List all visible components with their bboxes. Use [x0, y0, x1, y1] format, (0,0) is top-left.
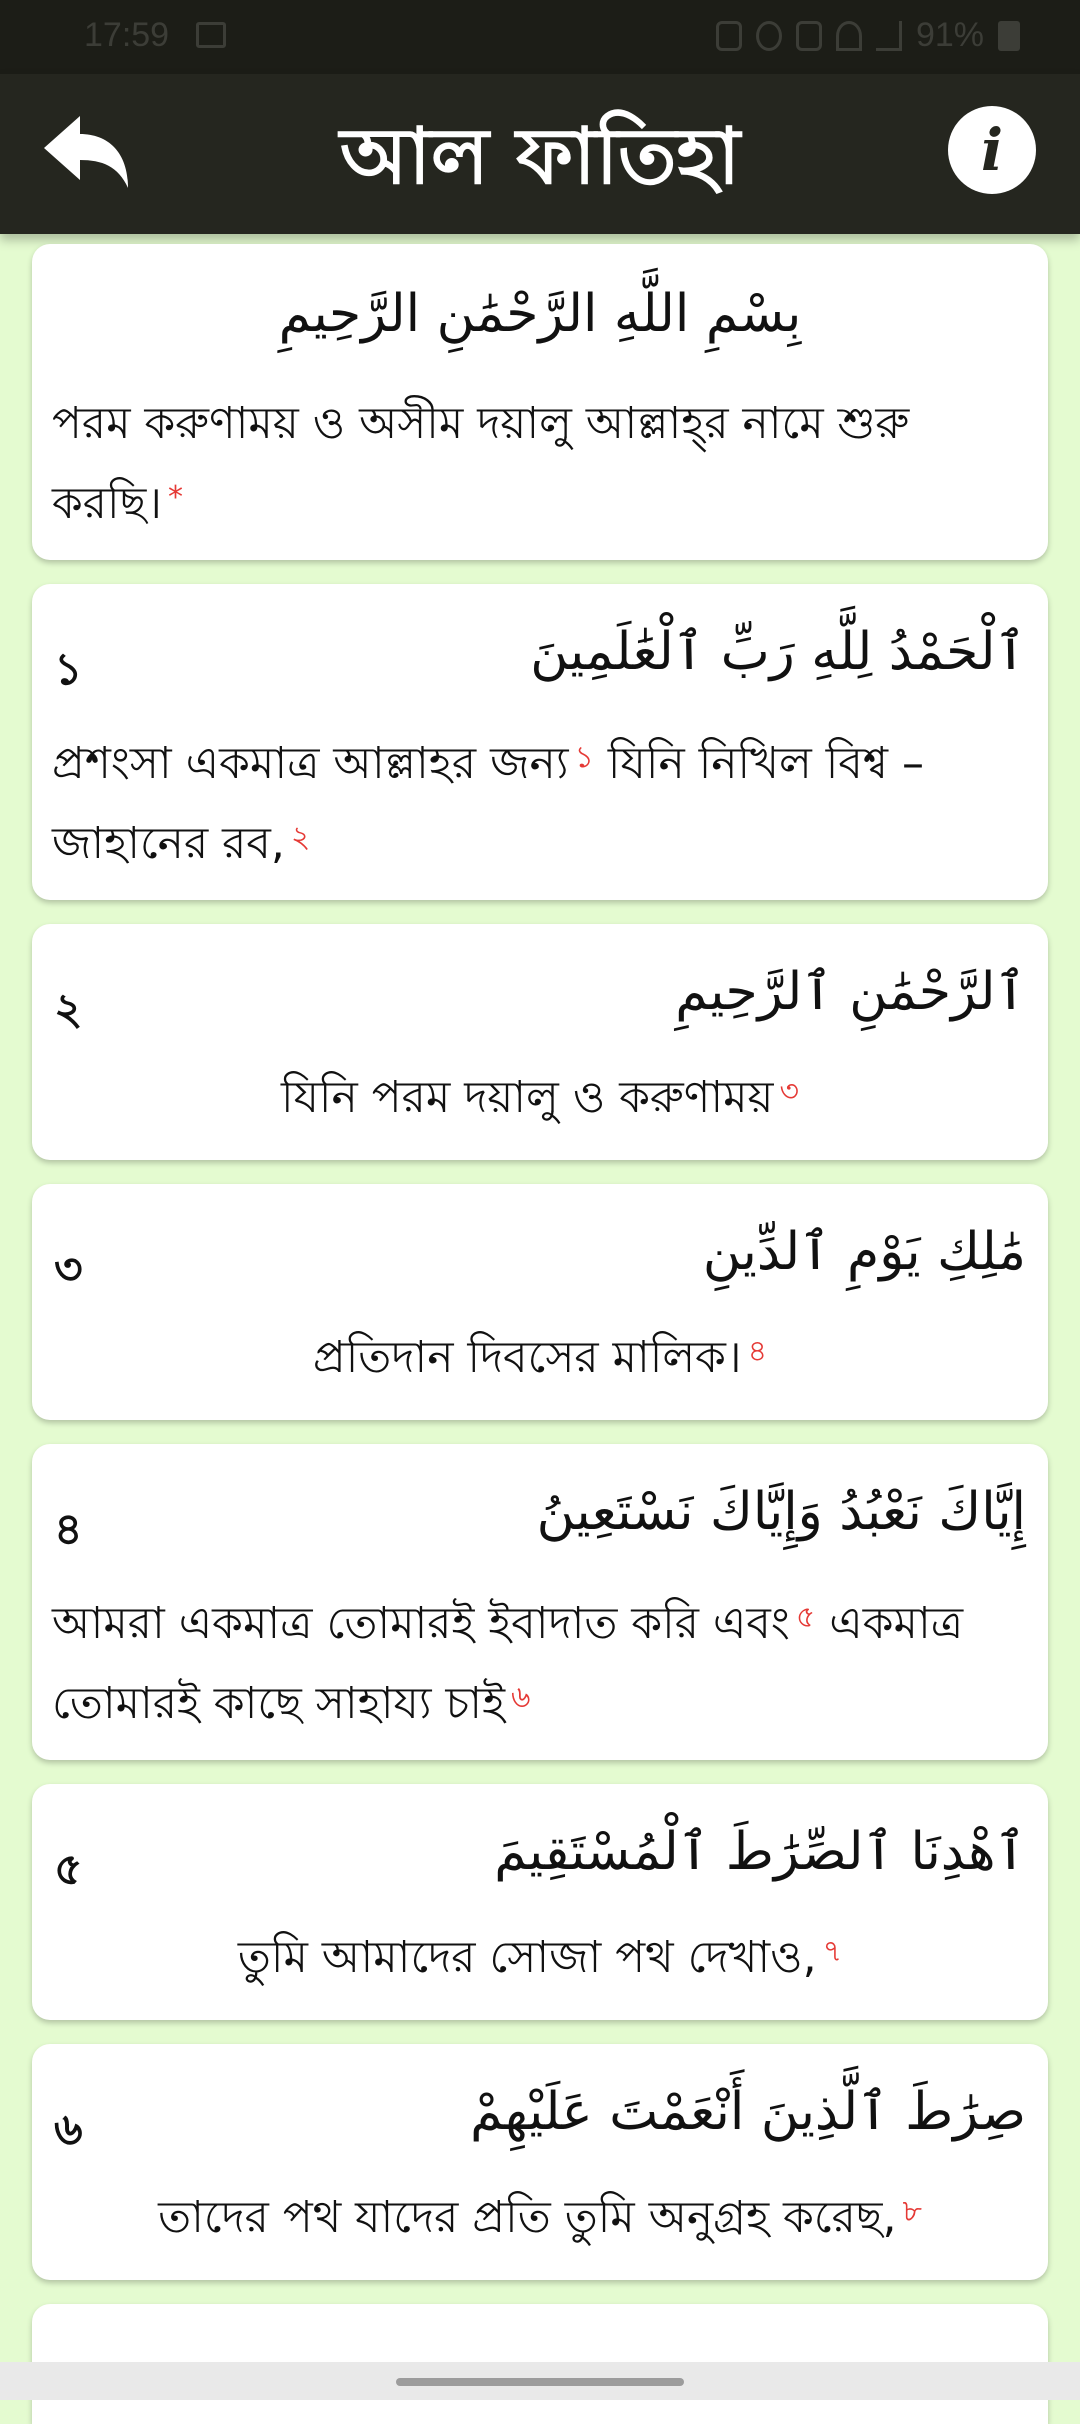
footnote-marker[interactable]: ৬	[510, 1680, 531, 1715]
info-button[interactable]: i	[948, 106, 1036, 194]
verse-translation-text: তাদের পথ যাদের প্রতি তুমি অনুগ্রহ করেছ,	[158, 2192, 897, 2243]
verse-translation	[52, 724, 1028, 884]
verse-translation-text: আমরা একমাত্র তোমারই ইবাদাত করি এবং	[52, 1598, 790, 1649]
verse-translation-text: প্রতিদান দিবসের মালিক।	[312, 1332, 742, 1383]
gesture-bar	[0, 2362, 1080, 2400]
verse-card[interactable]	[32, 1784, 1048, 2020]
wifi-icon	[836, 21, 862, 51]
footnote-marker[interactable]: ৮	[902, 2194, 922, 2229]
verse-translation	[52, 1584, 1028, 1744]
bismillah-arabic: بِسْمِ اللَّهِ الرَّحْمَٰنِ الرَّحِيمِ	[278, 284, 802, 344]
footnote-marker[interactable]: ৭	[822, 1934, 843, 1969]
lock-icon	[716, 21, 742, 51]
verse-card[interactable]	[32, 1184, 1048, 1420]
bismillah-translation-text: পরম করুণাময় ও অসীম দয়ালু আল্লাহ্‌র নামে শুরু করছি।	[52, 398, 910, 529]
bismillah-translation	[52, 384, 1028, 544]
verse-arabic: ٱلرَّحْمَٰنِ ٱلرَّحِيمِ	[675, 962, 1026, 1022]
verse-translation-text: একমাত্র তোমারই কাছে সাহায্য চাই	[52, 1598, 964, 1729]
verse-card[interactable]	[32, 2044, 1048, 2280]
verse-translation	[52, 1318, 1028, 1398]
verse-number: ২	[54, 984, 83, 1035]
verse-translation	[52, 1918, 1028, 1998]
verse-card[interactable]	[32, 1444, 1048, 1760]
verse-number: ৩	[54, 1244, 83, 1295]
page-title: আল ফাতিহা	[339, 112, 741, 202]
verse-number: ৬	[54, 2104, 83, 2155]
verse-translation-text: তুমি আমাদের সোজা পথ দেখাও,	[237, 1932, 817, 1983]
footnote-marker[interactable]: ৫	[795, 1600, 816, 1635]
verse-translation	[52, 1058, 1028, 1138]
alarm-icon	[756, 21, 782, 51]
footnote-marker[interactable]: ৩	[779, 1074, 799, 1109]
verse-card[interactable]	[32, 584, 1048, 900]
verse-translation	[52, 2178, 1028, 2258]
verse-arabic: ٱلْحَمْدُ لِلَّهِ رَبِّ ٱلْعَٰلَمِينَ	[530, 622, 1026, 682]
verse-arabic: مَٰلِكِ يَوْمِ ٱلدِّينِ	[702, 1222, 1026, 1282]
signal-icon	[876, 21, 902, 51]
mute-icon	[796, 21, 822, 51]
verse-translation-text: যিনি নিখিল বিশ্ব – জাহানের রব,	[52, 738, 924, 869]
verse-number: ১	[54, 644, 83, 695]
gallery-notification-icon	[196, 22, 226, 48]
battery-percent: 91%	[915, 16, 984, 54]
verse-arabic: إِيَّاكَ نَعْبُدُ وَإِيَّاكَ نَسْتَعِينُ	[536, 1482, 1026, 1542]
battery-icon	[998, 21, 1020, 51]
status-icons	[716, 16, 1020, 55]
status-bar	[0, 0, 1080, 74]
footnote-marker[interactable]: *	[167, 480, 183, 515]
verse-number: ৫	[54, 1844, 83, 1895]
verse-arabic: صِرَٰطَ ٱلَّذِينَ أَنْعَمْتَ عَلَيْهِمْ	[470, 2082, 1026, 2142]
footnote-marker[interactable]: ৪	[747, 1334, 768, 1369]
verse-arabic: ٱهْدِنَا ٱلصِّرَٰطَ ٱلْمُسْتَقِيمَ	[494, 1822, 1026, 1882]
footnote-marker[interactable]: ২	[290, 820, 311, 855]
verse-card[interactable]	[32, 924, 1048, 1160]
footnote-marker[interactable]: ১	[574, 740, 594, 775]
verse-translation-text: প্রশংসা একমাত্র আল্লাহর জন্য	[52, 738, 569, 789]
verse-translation-text: যিনি পরম দয়ালু ও করুণাময়	[281, 1072, 774, 1123]
home-gesture-handle[interactable]	[396, 2378, 684, 2386]
app-bar	[0, 74, 1080, 234]
verse-number: ৪	[54, 1504, 83, 1555]
bismillah-card[interactable]	[32, 244, 1048, 560]
status-time: 17:59	[84, 16, 170, 54]
